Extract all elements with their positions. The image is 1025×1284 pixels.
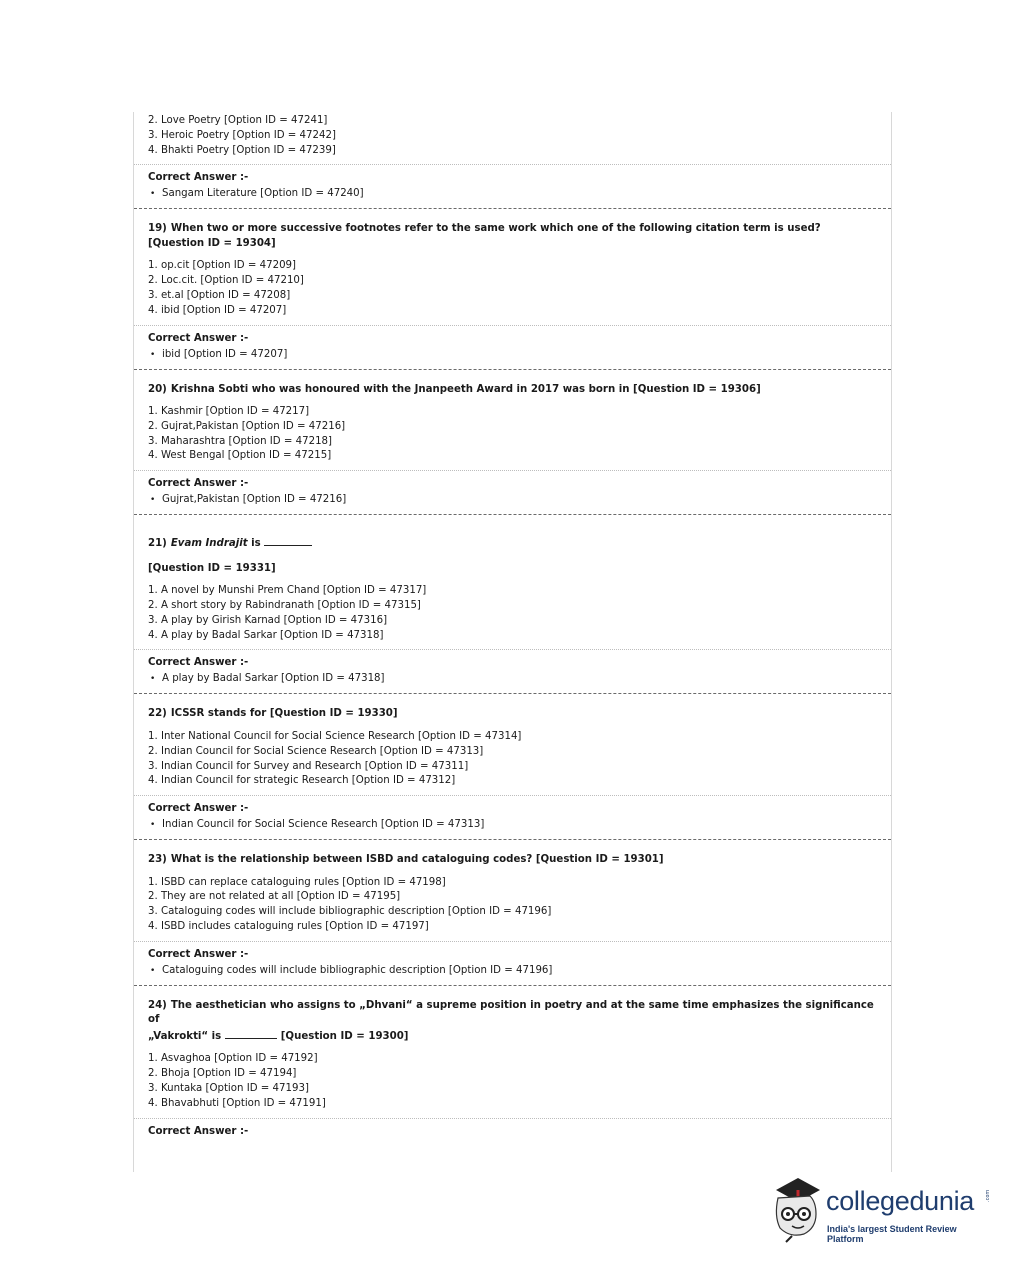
logo-wordmark: collegedunia [826,1186,975,1216]
question-20-correct-answer [134,471,891,515]
bullet-icon: • [150,495,156,506]
question-21-id: [Question ID = 19331] [148,562,276,574]
answer-blank [225,1028,277,1039]
correct-answer-value: Cataloguing codes will include bibliographic description [Option ID = 47196] [162,964,553,976]
mascot-icon [768,1176,826,1246]
correct-answer-value: A play by Badal Sarkar [Option ID = 47318] [162,673,385,685]
option: 3. Cataloguing codes will include bibliographic description [Option ID = 47196] [148,906,552,918]
correct-answer-label: Correct Answer :- [148,657,249,669]
option: 2. Gujrat,Pakistan [Option ID = 47216] [148,420,346,432]
question-19-options [134,259,891,325]
option: 3. Maharashtra [Option ID = 47218] [148,435,333,447]
question-paper-page [133,112,892,1172]
correct-answer-value: Gujrat,Pakistan [Option ID = 47216] [162,494,347,506]
bullet-icon: • [150,965,156,976]
question-19-correct-answer [134,326,891,370]
question-22-correct-answer [134,796,891,840]
option: 1. op.cit [Option ID = 47209] [148,260,297,272]
option: 4. West Bengal [Option ID = 47215] [148,450,332,462]
question-24-correct-answer [134,1119,891,1146]
option: 1. ISBD can replace cataloguing rules [Option ID = 47198] [148,876,446,888]
logo-suffix: .com [985,1189,991,1202]
option: 3. Kuntaka [Option ID = 47193] [148,1082,309,1094]
option: 2. They are not related at all [Option ID = 47195] [148,891,401,903]
correct-answer-value: Indian Council for Social Science Research [Option ID = 47313] [162,819,485,831]
question-21-options [134,584,891,650]
option: 4. ibid [Option ID = 47207] [148,304,287,316]
option: 4. ISBD includes cataloguing rules [Option ID = 47197] [148,921,429,933]
question-23-title: 23) What is the relationship between ISBD and cataloguing codes? [Question ID = 19301] [148,854,664,866]
question-19-title: 19) When two or more successive footnotes refer to the same work which one of the following citation term is used? [Question ID = 19304] [148,223,821,249]
option: 4. Bhavabhuti [Option ID = 47191] [148,1097,326,1109]
option: 4. Bhakti Poetry [Option ID = 47239] [148,144,336,156]
question-20-title: 20) Krishna Sobti who was honoured with the Jnanpeeth Award in 2017 was born in [Question ID = 19306] [148,383,761,395]
bullet-icon: • [150,820,156,831]
option: 1. Inter National Council for Social Science Research [Option ID = 47314] [148,730,522,742]
option: 4. Indian Council for strategic Research [Option ID = 47312] [148,775,456,787]
question-22-options [134,730,891,796]
answer-blank [264,535,312,546]
question-21-correct-answer [134,650,891,694]
collegedunia-logo [768,1176,993,1248]
question-20-options [134,405,891,471]
correct-answer-value: ibid [Option ID = 47207] [162,348,288,360]
option: 2. Loc.cit. [Option ID = 47210] [148,275,304,287]
option: 2. Indian Council for Social Science Research [Option ID = 47313] [148,745,484,757]
option: 4. A play by Badal Sarkar [Option ID = 47318] [148,629,384,641]
option: 3. Heroic Poetry [Option ID = 47242] [148,129,336,141]
question-22-title: 22) ICSSR stands for [Question ID = 19330] [148,708,398,720]
prev-correct-answer [134,165,891,209]
option: 2. Bhoja [Option ID = 47194] [148,1068,297,1080]
option: 3. A play by Girish Karnad [Option ID = 47316] [148,614,388,626]
option: 1. A novel by Munshi Prem Chand [Option ID = 47317] [148,585,427,597]
bullet-icon: • [150,189,156,200]
question-24-options [134,1052,891,1118]
bullet-icon: • [150,349,156,360]
option: 3. Indian Council for Survey and Research [Option ID = 47311] [148,760,469,772]
option: 1. Kashmir [Option ID = 47217] [148,406,310,418]
correct-answer-label: Correct Answer :- [148,172,249,184]
correct-answer-label: Correct Answer :- [148,478,249,490]
option: 2. A short story by Rabindranath [Option ID = 47315] [148,600,421,612]
option: 3. et.al [Option ID = 47208] [148,289,291,301]
question-24-title: 24) The aesthetician who assigns to „Dhvani“ a supreme position in poetry and at the same time emphasizes the significance of „Vakrokti“ is [Question ID = 19300] [148,999,874,1042]
correct-answer-label: Correct Answer :- [148,948,249,960]
prev-options [134,112,891,165]
correct-answer-label: Correct Answer :- [148,803,249,815]
correct-answer-label: Correct Answer :- [148,332,249,344]
question-21-title: 21) Evam Indrajit is [134,515,891,560]
correct-answer-label: Correct Answer :- [148,1125,249,1137]
question-23-correct-answer [134,942,891,986]
option: 2. Love Poetry [Option ID = 47241] [148,115,328,126]
logo-tagline: India's largest Student Review Platform [827,1224,957,1244]
correct-answer-value: Sangam Literature [Option ID = 47240] [162,188,364,200]
question-23-options [134,876,891,942]
option: 1. Asvaghoa [Option ID = 47192] [148,1053,318,1065]
bullet-icon: • [150,674,156,685]
